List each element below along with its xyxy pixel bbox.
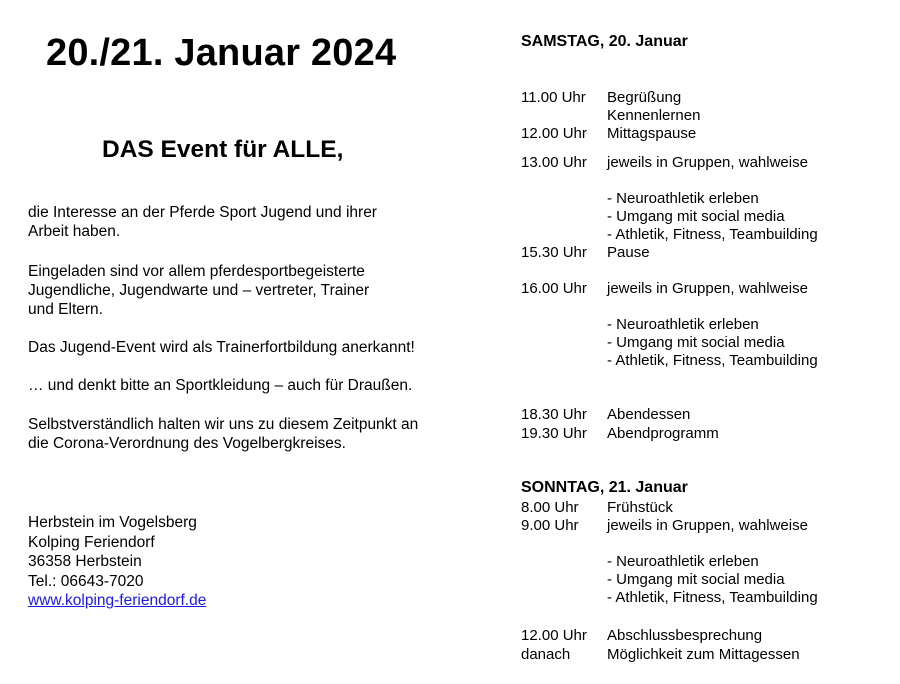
schedule-time: 8.00 Uhr <box>521 499 579 516</box>
address-line-town: Herbstein im Vogelsberg <box>28 514 197 531</box>
schedule-desc <box>607 154 808 172</box>
intro-paragraph-audience <box>28 203 377 241</box>
text-line: die Interesse an der Pferde Sport Jugend und ihrer <box>28 204 377 221</box>
schedule-line: - Umgang mit social media <box>607 208 785 225</box>
schedule-line: Begrüßung <box>607 89 682 106</box>
schedule-line: - Athletik, Fitness, Teambuilding <box>607 352 818 369</box>
text-line: Jugendliche, Jugendwarte und – vertreter, Trainer <box>28 282 370 299</box>
schedule-line: jeweils in Gruppen, wahlweise <box>607 154 808 171</box>
schedule-time: 16.00 Uhr <box>521 280 587 297</box>
text-line: Das Jugend-Event wird als Trainerfortbildung anerkannt! <box>28 339 415 356</box>
intro-paragraph-certification <box>28 338 415 357</box>
schedule-line: - Athletik, Fitness, Teambuilding <box>607 589 818 606</box>
schedule-time: 18.30 Uhr <box>521 406 587 423</box>
schedule-desc <box>607 553 818 607</box>
schedule-desc <box>607 517 808 535</box>
intro-paragraph-invited <box>28 262 369 319</box>
schedule-time: danach <box>521 646 571 663</box>
schedule-time: 12.00 Uhr <box>521 627 587 644</box>
event-date-title: 20./21. Januar 2024 <box>46 32 397 74</box>
address-line-venue: Kolping Feriendorf <box>28 533 155 551</box>
schedule-desc <box>607 316 818 370</box>
schedule-line: Kennenlernen <box>607 107 701 124</box>
text-line: die Corona-Verordnung des Vogelbergkreises. <box>28 435 346 452</box>
schedule-desc <box>607 190 818 244</box>
text-line: und Eltern. <box>28 301 103 318</box>
schedule-line: - Neuroathletik erleben <box>607 190 759 207</box>
schedule-line: Pause <box>607 244 650 261</box>
schedule-line: - Umgang mit social media <box>607 571 785 588</box>
sunday-heading: SONNTAG, 21. Januar <box>521 479 688 496</box>
intro-paragraph-corona <box>28 415 418 453</box>
schedule-desc <box>607 627 762 645</box>
schedule-time: 13.00 Uhr <box>521 154 587 171</box>
schedule-desc <box>607 646 800 664</box>
schedule-line: - Athletik, Fitness, Teambuilding <box>607 226 818 243</box>
schedule-desc <box>607 425 719 443</box>
schedule-line: Frühstück <box>607 499 673 516</box>
text-line: Arbeit haben. <box>28 223 121 240</box>
saturday-heading: SAMSTAG, 20. Januar <box>521 33 688 50</box>
text-line: … und denkt bitte an Sportkleidung – auch für Draußen. <box>28 377 413 394</box>
address-line-postcode: 36358 Herbstein <box>28 553 142 570</box>
schedule-time: 9.00 Uhr <box>521 517 579 534</box>
schedule-line: - Neuroathletik erleben <box>607 316 759 333</box>
schedule-line: Abschlussbesprechung <box>607 627 763 644</box>
schedule-desc <box>607 499 673 517</box>
venue-address <box>28 513 206 611</box>
schedule-line: Mittagspause <box>607 125 697 142</box>
event-subtitle: DAS Event für ALLE, <box>102 136 344 163</box>
schedule-time: 11.00 Uhr <box>521 89 586 106</box>
schedule-time: 15.30 Uhr <box>521 244 587 261</box>
text-line: Eingeladen sind vor allem pferdesportbegeisterte <box>28 263 365 280</box>
schedule-line: - Neuroathletik erleben <box>607 553 759 570</box>
schedule-line: Abendprogramm <box>607 425 719 442</box>
schedule-time: 19.30 Uhr <box>521 425 587 442</box>
address-phone: Tel.: 06643-7020 <box>28 572 144 590</box>
schedule-desc <box>607 280 808 298</box>
schedule-desc <box>607 89 700 125</box>
schedule-desc <box>607 244 650 262</box>
schedule-desc <box>607 406 690 424</box>
schedule-line: - Umgang mit social media <box>607 334 785 351</box>
text-line: Selbstverständlich halten wir uns zu diesem Zeitpunkt an <box>28 416 419 433</box>
schedule-line: Abendessen <box>607 406 691 423</box>
schedule-line: jeweils in Gruppen, wahlweise <box>607 280 808 297</box>
intro-paragraph-clothing <box>28 376 412 395</box>
schedule-line: jeweils in Gruppen, wahlweise <box>607 517 808 534</box>
schedule-desc <box>607 125 696 143</box>
website-link[interactable]: www.kolping-feriendorf.de <box>28 592 207 609</box>
schedule-time: 12.00 Uhr <box>521 125 587 142</box>
schedule-line: Möglichkeit zum Mittagessen <box>607 646 800 663</box>
